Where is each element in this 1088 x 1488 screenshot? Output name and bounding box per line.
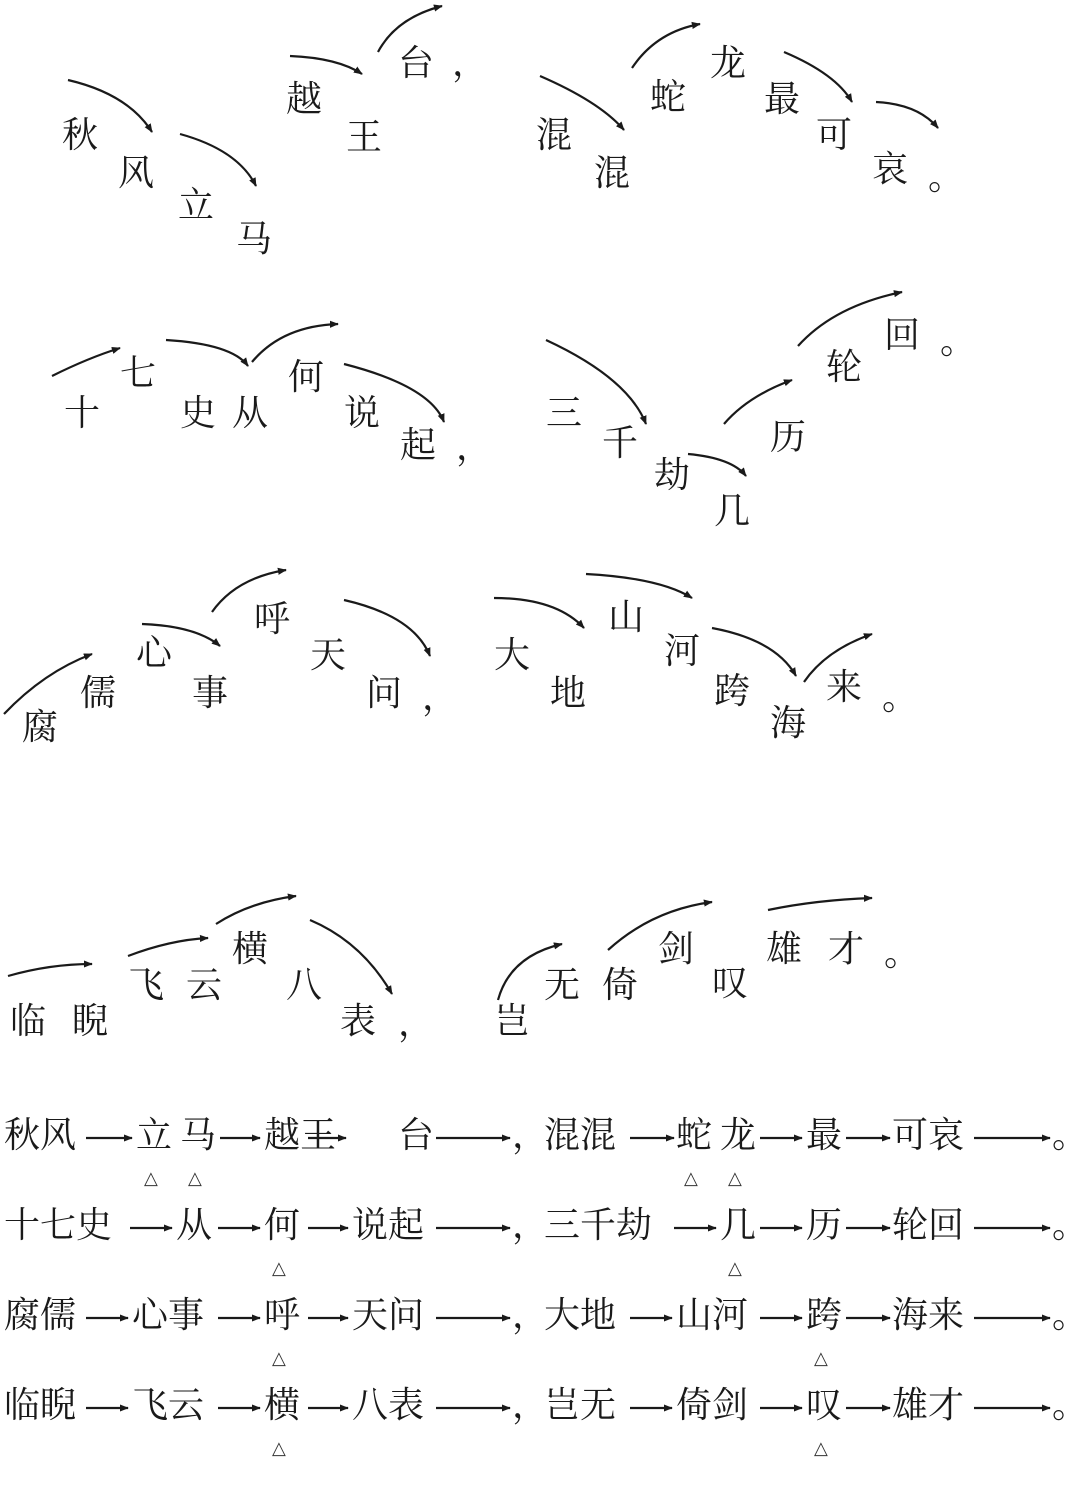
poem-char: 表 [340, 1001, 377, 1042]
poem-char: 混 [536, 115, 573, 156]
poem-char: 河 [664, 631, 701, 672]
notation-token: 龙 [720, 1115, 757, 1156]
pitch-arrow [128, 938, 208, 956]
poem-char: 天 [310, 635, 347, 676]
notation-token: 叹 [806, 1385, 843, 1426]
poem-char: 睨 [72, 1001, 109, 1042]
poem-char: 从 [232, 393, 269, 434]
pitch-arrow [498, 944, 562, 1000]
triangle-mark: △ [272, 1438, 286, 1459]
pitch-arrow [212, 570, 286, 612]
notation-token: 。 [1052, 1385, 1088, 1426]
pitch-arrow [784, 52, 852, 102]
pitch-arrow [68, 80, 152, 132]
poem-char: 云 [186, 965, 223, 1006]
poem-char: 无 [544, 965, 581, 1006]
poem-char: 台 [398, 43, 435, 84]
notation-token: 三千劫 [544, 1205, 653, 1246]
poem-char: 劫 [654, 455, 691, 496]
poem-char: 混 [594, 153, 631, 194]
pitch-arrow [608, 902, 712, 950]
pitch-arrow [632, 24, 700, 68]
notation-token: 雄才 [892, 1385, 965, 1426]
notation-token: 腐儒 [4, 1295, 77, 1336]
notation-token: 。 [1052, 1295, 1088, 1336]
triangle-mark: △ [728, 1168, 742, 1189]
pitch-arrow [8, 964, 92, 976]
poem-punct: ， [452, 43, 489, 84]
pitch-arrow [252, 324, 338, 362]
triangle-mark: △ [188, 1168, 202, 1189]
notation-token: 何 [264, 1205, 301, 1246]
poem-char: 最 [764, 79, 801, 120]
poem-char: 几 [714, 491, 751, 532]
poem-char: 七 [120, 353, 157, 394]
poem-char: 问 [366, 673, 403, 714]
poem-char: 蛇 [650, 77, 687, 118]
pitch-arrow [310, 920, 392, 994]
poem-char: 来 [826, 667, 863, 708]
poem-char: 越 [286, 79, 323, 120]
notation-row-1 [0, 1115, 1088, 1218]
poem-char: 八 [286, 965, 323, 1006]
notation-token: 海来 [892, 1295, 965, 1336]
poem-char: 说 [344, 393, 381, 434]
pitch-arrow [876, 102, 938, 128]
triangle-mark: △ [684, 1168, 698, 1189]
triangle-mark: △ [728, 1258, 742, 1279]
poem-char: 可 [816, 115, 853, 156]
notation-token: 蛇 [676, 1115, 713, 1156]
poem-char: 王 [346, 117, 383, 158]
poem-char: 横 [232, 929, 269, 970]
poem-char: 岂 [494, 1001, 531, 1042]
notation-token: 历 [806, 1205, 843, 1246]
poem-punct: ， [456, 427, 493, 468]
triangle-mark: △ [814, 1438, 828, 1459]
notation-token: 立 [136, 1115, 173, 1156]
poem-punct: 。 [882, 677, 919, 718]
pitch-arrow [216, 896, 296, 924]
notation-token: 秋风 [4, 1115, 77, 1156]
notation-token: 跨 [806, 1295, 843, 1336]
poem-char: 事 [192, 673, 229, 714]
pitch-arrow [344, 364, 444, 422]
triangle-mark: △ [144, 1168, 158, 1189]
notation-token: ， [512, 1385, 549, 1426]
notation-token: 心事 [132, 1295, 205, 1336]
notation-token: 十七史 [4, 1205, 113, 1246]
poem-char: 倚 [602, 965, 639, 1006]
poem-punct: 。 [928, 157, 965, 198]
poem-char: 雄 [766, 929, 803, 970]
poem-char: 飞 [128, 965, 165, 1006]
notation-token: 从 [176, 1205, 213, 1246]
notation-token: ， [512, 1295, 549, 1336]
notation-row-3 [0, 1295, 1088, 1398]
poem-punct: 。 [940, 321, 977, 362]
poem-char: 剑 [658, 929, 695, 970]
poem-char: 大 [494, 635, 531, 676]
poem-char: 海 [770, 703, 807, 744]
notation-token: 。 [1052, 1205, 1088, 1246]
notation-token: ， [512, 1115, 549, 1156]
notation-token: 说起 [352, 1205, 425, 1246]
notation-token: 可哀 [892, 1115, 965, 1156]
notation-token: 临睨 [4, 1385, 77, 1426]
pitch-arrow [142, 624, 220, 646]
notation-token: ， [512, 1205, 549, 1246]
poem-char: 呼 [254, 599, 291, 640]
notation-token: 倚剑 [676, 1385, 749, 1426]
notation-row-2 [0, 1205, 1088, 1308]
poem-char: 轮 [826, 347, 863, 388]
poem-char: 十 [64, 393, 101, 434]
poem-char: 回 [884, 315, 921, 356]
poem-char: 三 [546, 393, 583, 434]
pitch-arrow [586, 574, 692, 598]
pitch-arrow [290, 56, 362, 74]
poem-char: 临 [10, 1001, 47, 1042]
notation-token: 山河 [676, 1295, 749, 1336]
pitch-arrow [4, 654, 92, 714]
pitch-arrow [52, 348, 120, 376]
pitch-arrow [540, 76, 624, 130]
pitch-arrow [804, 634, 872, 682]
pitch-arrow [546, 340, 646, 424]
poem-char: 山 [608, 597, 645, 638]
poem-char: 立 [178, 185, 215, 226]
pitch-arrow [344, 600, 430, 656]
pitch-arrow [712, 628, 796, 676]
pitch-arrow [798, 292, 902, 346]
notation-token: 天问 [352, 1295, 425, 1336]
poem-char: 龙 [710, 43, 747, 84]
poem-char: 马 [236, 219, 273, 260]
poem-char: 叹 [712, 963, 749, 1004]
pitch-arrow [180, 134, 256, 186]
notation-token: 。 [1052, 1115, 1088, 1156]
poem-char: 儒 [80, 673, 117, 714]
notation-token: 台 [398, 1115, 435, 1156]
notation-token: 飞云 [132, 1385, 205, 1426]
pitch-arrow [166, 340, 248, 366]
poem-char: 何 [288, 357, 325, 398]
poem-char: 才 [828, 929, 865, 970]
notation-token: 马 [180, 1115, 217, 1156]
pitch-arrow [768, 898, 872, 910]
pitch-arrow [688, 454, 746, 476]
notation-token: 轮回 [892, 1205, 965, 1246]
poem-char: 风 [118, 153, 155, 194]
notation-row-4 [0, 1385, 1088, 1488]
poem-char: 哀 [872, 149, 909, 190]
poem-char: 起 [400, 425, 437, 466]
pitch-arrow [494, 598, 584, 628]
notation-token: 岂无 [544, 1385, 617, 1426]
poem-punct: 。 [884, 933, 921, 974]
notation-token: 横 [264, 1385, 301, 1426]
notation-token: 混混 [544, 1115, 617, 1156]
notation-token: 八表 [352, 1385, 425, 1426]
poem-char: 千 [602, 423, 639, 464]
poem-char: 跨 [714, 671, 751, 712]
poem-punct: ， [398, 1003, 435, 1044]
notation-token: 最 [806, 1115, 843, 1156]
pitch-arrow [724, 380, 792, 424]
notation-token: 呼 [264, 1295, 301, 1336]
triangle-mark: △ [272, 1258, 286, 1279]
poem-char: 地 [550, 673, 587, 714]
poem-char: 历 [770, 417, 807, 458]
poem-char: 腐 [22, 707, 59, 748]
poem-punct: ， [422, 677, 459, 718]
triangle-mark: △ [272, 1348, 286, 1369]
poem-char: 心 [136, 633, 173, 674]
poem-char: 史 [180, 393, 217, 434]
triangle-mark: △ [814, 1348, 828, 1369]
poem-char: 秋 [62, 115, 99, 156]
notation-token: 几 [720, 1205, 757, 1246]
notation-token: 越王 [264, 1115, 337, 1156]
notation-token: 大地 [544, 1295, 617, 1336]
pitch-arrow [378, 6, 442, 52]
